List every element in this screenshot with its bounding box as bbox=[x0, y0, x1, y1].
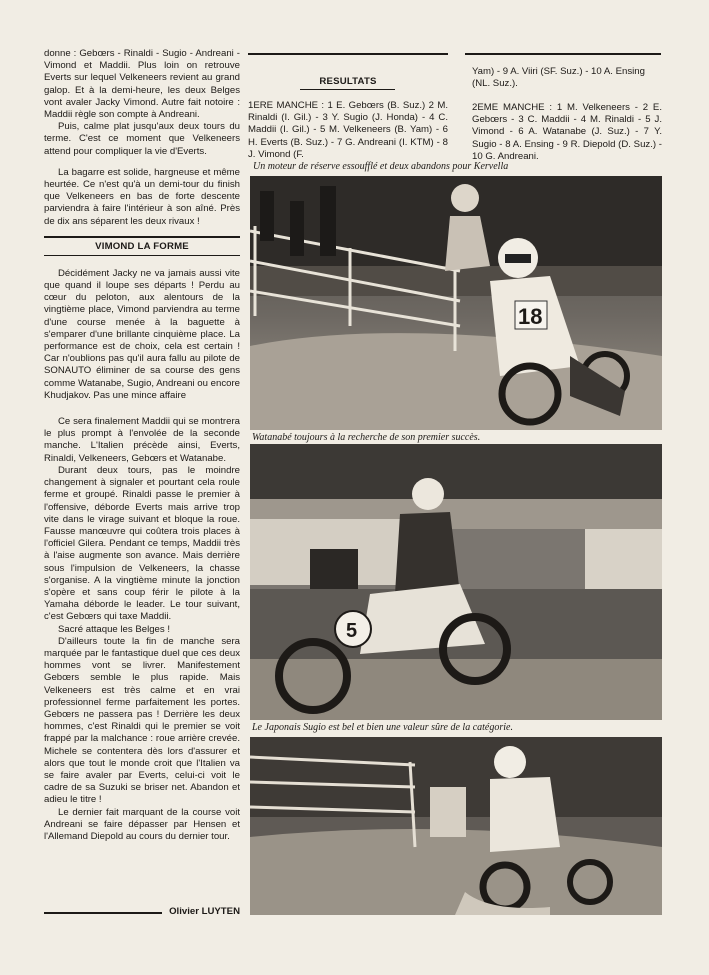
photo-caption: Le Japonais Sugio est bel et bien une valeur sûre de la catégorie. bbox=[252, 722, 513, 733]
results-heading: RESULTATS bbox=[319, 76, 377, 87]
photo-caption: Watanabé toujours à la recherche de son premier succès. bbox=[252, 432, 481, 443]
article-paragraph: Puis, calme plat jusqu'aux deux tours du terme. C'est ce moment que Velkeneers attend pour compliquer la vie d'Everts. bbox=[44, 121, 240, 157]
photo-kervella bbox=[250, 176, 662, 430]
results-manche2: 2EME MANCHE : 1 M. Velkeneers - 2 E. Gebœrs - 3 C. Maddii - 4 M. Rinaldi - 5 J. Vimond - 6 A. Watanabe (J. Suz.) - 7 Y. Sugio - 8 A. Ensing - 9 R. Diepold (D. Suz.) - 10 G. Andreani. bbox=[472, 102, 662, 162]
motocross-photo bbox=[250, 176, 662, 430]
plate-number: 5 bbox=[346, 620, 358, 642]
article-paragraph: Décidément Jacky ne va jamais aussi vite que quand il loupe ses départs ! Perdu au cœur du peloton, aux alentours de la vingtième place, Vimond parviendra au terme d'une course menée à la baguette à s'emparer d'une brillante cinquième place. La performance est de choix, cela est certain ! Car n'oublions pas qu'il aura fallu au pilote de SONAUTO éliminer de sa course des gens comme Watanabe, Sugio, Andreani ou encore Khudjakov. Pas une mince affaire bbox=[44, 267, 240, 401]
motocross-photo bbox=[250, 737, 662, 915]
section-heading: VIMOND LA FORME bbox=[95, 240, 189, 252]
results-rule-left bbox=[248, 53, 448, 55]
left-column bbox=[44, 48, 240, 843]
article-paragraph: Durant deux tours, pas le moindre changement à signaler et pourtant cela roule ferme et groupé. Rinaldi passe le premier à l'offensive, déborde Everts mais arrive trop vite dans le virage suivant et bloque la roue. Fausse manœuvre qui coûtera trois places à l'officiel Gilera. Pendant ce temps, Maddii très à l'aise augmente son avance. Mais derrière sous l'impulsion de Velkeneers, la chasse s'organise. A la vingtième minute la jonction s'opère et sans coup férir le pilote à la Yamaha déborde le leader. Le tour suivant, c'est Gebœrs qui taxe Maddii. bbox=[44, 464, 240, 623]
results-manche1: 1ERE MANCHE : 1 E. Gebœrs (B. Suz.) 2 M. Rinaldi (I. Gil.) - 3 Y. Sugio (J. Honda) - 4 C. Maddii (I. Gil.) - 5 M. Velkeneers (B. Yam) - 6 H. Everts (B. Suz.) - 7 G. Andreani (I. KTM) - 8 J. Vimond (F. bbox=[248, 100, 448, 160]
article-paragraph: Ce sera finalement Maddii qui se montrera le plus prompt à l'envolée de la seconde manche. L'Italien précède ainsi, Everts, Rinaldi, Velkeneers, Gebœrs et Watanabe. bbox=[44, 416, 240, 464]
article-paragraph: donne : Gebœrs - Rinaldi - Sugio - Andreani - Vimond et Maddii. Plus loin on retrouve Everts sur lequel Velkeneers revient au grand galop. Et à la demi-heure, les deux Belges vont avaler Jacky Vimond. Autre fait notoire : Maddii règle son compte à Andreani. bbox=[44, 48, 240, 121]
plate-number: 18 bbox=[518, 304, 543, 329]
author-name: Olivier LUYTEN bbox=[169, 906, 240, 917]
article-paragraph: D'ailleurs toute la fin de manche sera marquée par le fantastique duel que ces deux hommes vont se livrer. Manifestement Gebœrs semble le plus rapide. Mais Velkeneers est très calme et en vrai professionnel ferme parfaitement les portes. Gebœrs ne passera pas ! Derrière les deux hommes, c'est Rinaldi qui le premier se voit frappé par la malchance : roue arrière crevée. Michele se contentera dès lors d'assurer et alors que tout le monde croit que l'Italien va se faire avaler par Everts, celui-ci voit le cadre de sa Suzuki se briser net. Abandon et adieu le titre ! bbox=[44, 635, 240, 806]
section-rule-bottom bbox=[44, 255, 240, 256]
motocross-photo bbox=[250, 444, 662, 720]
author-signature bbox=[44, 906, 240, 920]
results-rule-right bbox=[465, 53, 661, 55]
section-rule-top bbox=[44, 236, 240, 238]
photo-watanabe bbox=[250, 444, 662, 720]
signature-rule bbox=[44, 912, 162, 914]
photo-sugio bbox=[250, 737, 662, 915]
article-paragraph: Sacré attaque les Belges ! bbox=[58, 623, 170, 635]
results-heading-underline bbox=[300, 89, 395, 90]
photo-caption: Un moteur de réserve essoufflé et deux abandons pour Kervella bbox=[253, 161, 509, 172]
article-paragraph: Le dernier fait marquant de la course voit Andreani se faire dépasser par Hensen et l'Allemand Diepold au cours du dernier tour. bbox=[44, 806, 240, 842]
article-paragraph: La bagarre est solide, hargneuse et même heurtée. Ce n'est qu'à un demi-tour du finish que Velkeneers en bas de forte descente parviendra à faire l'intérieur à son aîné. Près de dix ans séparent les deux rivaux ! bbox=[44, 166, 240, 227]
results-manche1-continued: Yam) - 9 A. Viiri (SF. Suz.) - 10 A. Ensing (NL. Suz.). bbox=[472, 66, 645, 90]
